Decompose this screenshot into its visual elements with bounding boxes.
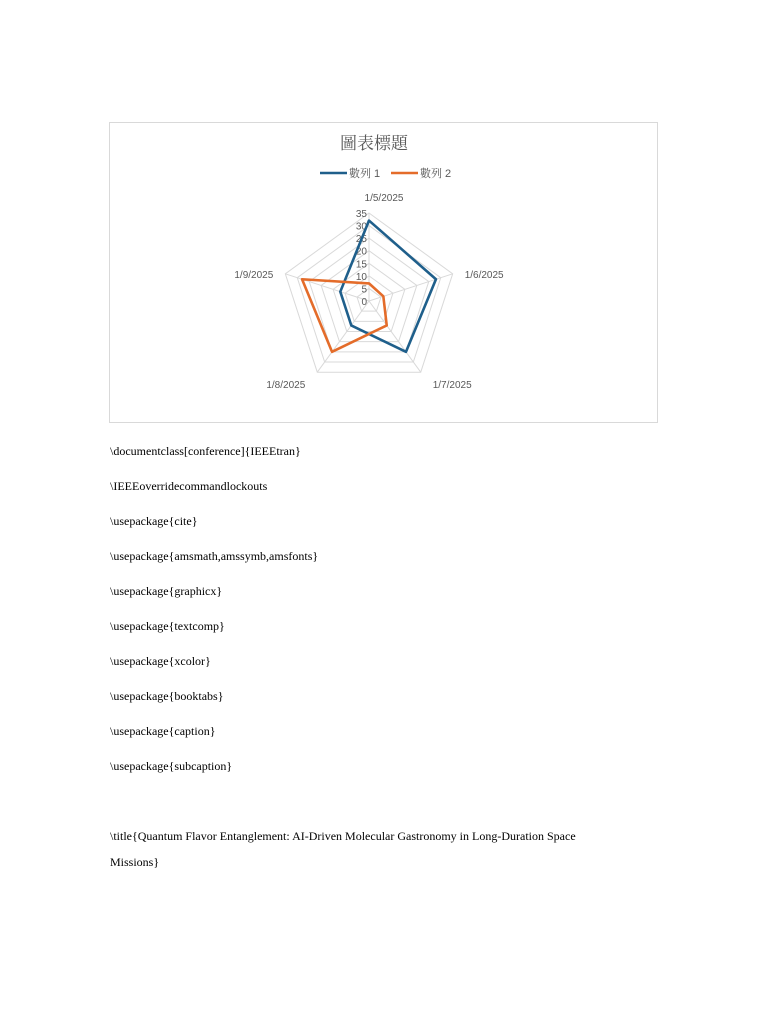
radial-tick-label: 5: [361, 284, 367, 296]
latex-usepackage-textcomp-line: \usepackage{textcomp}: [110, 619, 225, 633]
radar-chart: [110, 123, 659, 424]
radial-tick-label: 15: [355, 259, 367, 271]
radial-tick-label: 20: [355, 246, 367, 258]
latex-usepackage-subcaption-line: \usepackage{subcaption}: [110, 759, 233, 773]
radial-tick-label: 30: [355, 221, 367, 233]
radial-tick-label: 25: [355, 234, 367, 246]
category-label: 1/6/2025: [464, 269, 504, 281]
category-label: 1/8/2025: [266, 380, 306, 392]
legend-label-2: 數列 2: [420, 168, 452, 180]
latex-usepackage-booktabs-line: \usepackage{booktabs}: [110, 689, 224, 703]
series-2-line: [302, 279, 387, 352]
latex-documentclass-line: \documentclass[conference]{IEEEtran}: [110, 444, 301, 458]
radial-tick-label: 35: [355, 209, 367, 220]
category-label: 1/5/2025: [364, 193, 404, 204]
chart-frame: [109, 122, 658, 423]
category-label: 1/7/2025: [432, 380, 472, 392]
latex-usepackage-ams-line: \usepackage{amsmath,amssymb,amsfonts}: [110, 549, 319, 563]
latex-usepackage-graphicx-line: \usepackage{graphicx}: [110, 584, 223, 598]
latex-usepackage-cite-line: \usepackage{cite}: [110, 514, 198, 528]
latex-usepackage-xcolor-line: \usepackage{xcolor}: [110, 654, 211, 668]
latex-title-line-1: \title{Quantum Flavor Entanglement: AI-Driven Molecular Gastronomy in Long-Duration Space: [110, 829, 576, 843]
radial-tick-label: 0: [361, 297, 367, 308]
legend-label-1: 數列 1: [349, 168, 381, 180]
category-label: 1/9/2025: [234, 269, 274, 281]
latex-title-line-2: Missions}: [110, 855, 160, 869]
chart-title: 圖表標題: [340, 134, 408, 153]
latex-usepackage-caption-line: \usepackage{caption}: [110, 724, 216, 738]
radial-tick-label: 10: [355, 271, 367, 283]
grid-spoke-2: [369, 274, 453, 301]
latex-ieeeoverride-line: \IEEEoverridecommandlockouts: [110, 479, 268, 493]
